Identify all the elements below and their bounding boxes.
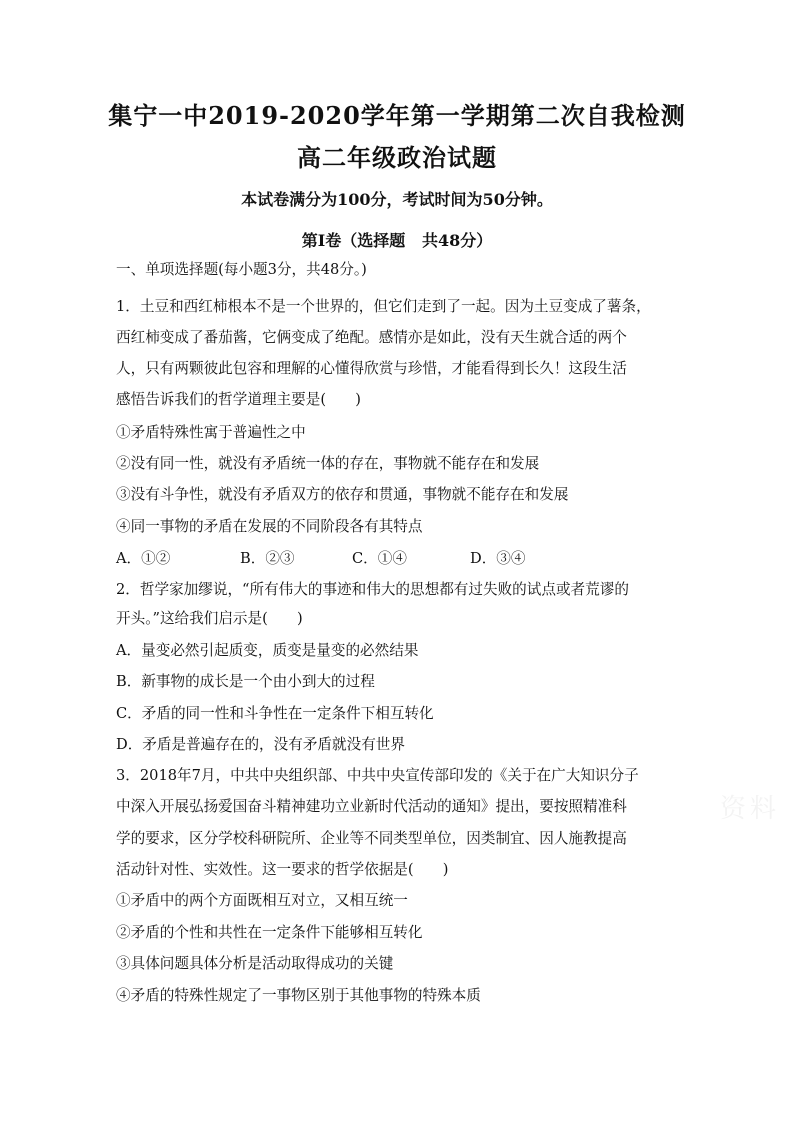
choice-c: C．①④: [352, 550, 407, 567]
choice-d: D．③④: [470, 550, 526, 567]
question-stem-line: 中深入开展弘扬爱国奋斗精神建功立业新时代活动的通知》提出，要按照精准科: [116, 798, 627, 815]
question-stem-line: 活动针对性、实效性。这一要求的哲学依据是( ): [116, 861, 449, 878]
exam-info: 本试卷满分为100分，考试时间为50分钟。: [241, 190, 553, 209]
question-stem-line: 人，只有两颗彼此包容和理解的心懂得欣赏与珍惜，才能看得到长久！这段生活: [116, 360, 627, 377]
statement-item: ②矛盾的个性和共性在一定条件下能够相互转化: [116, 924, 423, 941]
statement-item: ①矛盾特殊性寓于普遍性之中: [116, 424, 306, 441]
exam-title: 集宁一中2019-2020学年第一学期第二次自我检测: [108, 101, 686, 130]
option-d: D．矛盾是普遍存在的，没有矛盾就没有世界: [116, 736, 405, 753]
question-stem-line: 3．2018年7月，中共中央组织部、中共中央宣传部印发的《关于在广大知识分子: [116, 767, 639, 784]
statement-item: ③具体问题具体分析是活动取得成功的关键: [116, 955, 394, 972]
statement-item: ①矛盾中的两个方面既相互对立，又相互统一: [116, 892, 408, 909]
option-b: B．新事物的成长是一个由小到大的过程: [116, 673, 375, 690]
question-stem-line: 2．哲学家加缪说，“所有伟大的事迹和伟大的思想都有过失败的试点或者荒谬的: [116, 581, 629, 598]
choice-a: A．①②: [116, 550, 171, 567]
statement-item: ④矛盾的特殊性规定了一事物区别于其他事物的特殊本质: [116, 987, 481, 1004]
statement-item: ③没有斗争性，就没有矛盾双方的依存和贯通，事物就不能存在和发展: [116, 486, 569, 503]
section-instructions: 一、单项选择题(每小题3分，共48分。): [116, 261, 367, 278]
question-stem-line: 1．土豆和西红柿根本不是一个世界的，但它们走到了一起。因为土豆变成了薯条，: [116, 298, 651, 315]
question-stem-line: 西红柿变成了番茄酱，它俩变成了绝配。感情亦是如此，没有天生就合适的两个: [116, 329, 627, 346]
question-stem-line: 学的要求，区分学校科研院所、企业等不同类型单位，因类制宜、因人施教提高: [116, 830, 627, 847]
watermark: 资料: [720, 794, 781, 824]
choice-b: B．②③: [240, 550, 295, 567]
option-a: A．量变必然引起质变，质变是量变的必然结果: [116, 642, 419, 659]
section-title: 第Ⅰ卷（选择题 共48分）: [301, 231, 493, 250]
option-c: C．矛盾的同一性和斗争性在一定条件下相互转化: [116, 705, 434, 722]
exam-subject-title: 高二年级政治试题: [297, 143, 497, 172]
statement-item: ④同一事物的矛盾在发展的不同阶段各有其特点: [116, 518, 423, 535]
statement-item: ②没有同一性，就没有矛盾统一体的存在，事物就不能存在和发展: [116, 455, 540, 472]
question-stem-line: 开头。”这给我们启示是( ): [116, 610, 303, 627]
answer-choices: [116, 548, 716, 570]
question-stem-line: 感悟告诉我们的哲学道理主要是( ): [116, 391, 361, 408]
